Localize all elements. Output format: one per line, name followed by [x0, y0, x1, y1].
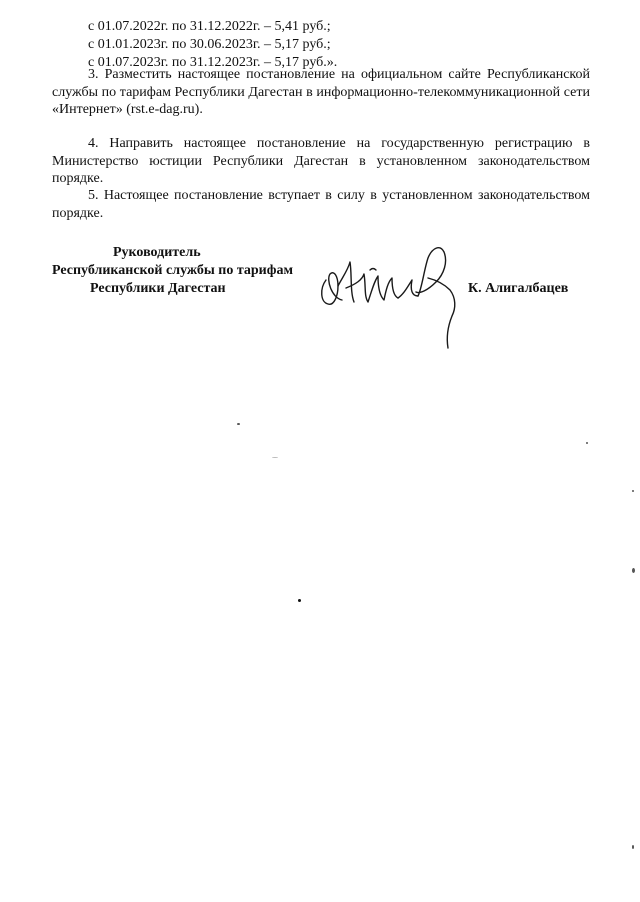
paragraph-4: 4. Направить настоящее постановление на государственную регистрацию в Министерство юстиции Республики Дагестан в установленном законодательством порядке.: [52, 136, 590, 186]
rate-line-3: с 01.07.2023г. по 31.12.2023г. – 5,17 руб.».: [88, 55, 338, 70]
signatory-organization: Республиканской службы по тарифам: [52, 263, 293, 278]
paragraph-3: 3. Разместить настоящее постановление на официальном сайте Республиканской службы по тарифам Республики Дагестан в информационно-телекоммуникационной сети «Интернет» (rst.e-dag.ru).: [52, 67, 590, 117]
rate-line-1: с 01.07.2022г. по 31.12.2022г. – 5,41 руб.;: [88, 19, 331, 34]
scan-speck: [632, 568, 635, 573]
scan-speck: [632, 845, 634, 849]
scan-speck: [586, 442, 588, 444]
rate-line-2: с 01.01.2023г. по 30.06.2023г. – 5,17 руб.;: [88, 37, 331, 52]
signatory-name: К. Алигалбацев: [468, 281, 569, 296]
handwritten-signature: [316, 240, 466, 355]
scan-speck: [632, 490, 634, 492]
signatory-region: Республики Дагестан: [90, 281, 226, 296]
scan-speck: [298, 599, 301, 602]
paragraph-5: 5. Настоящее постановление вступает в силу в установленном законодательством порядке.: [52, 188, 590, 221]
scan-speck: [237, 423, 240, 425]
scan-speck: [272, 457, 278, 458]
signatory-title: Руководитель: [113, 245, 201, 260]
